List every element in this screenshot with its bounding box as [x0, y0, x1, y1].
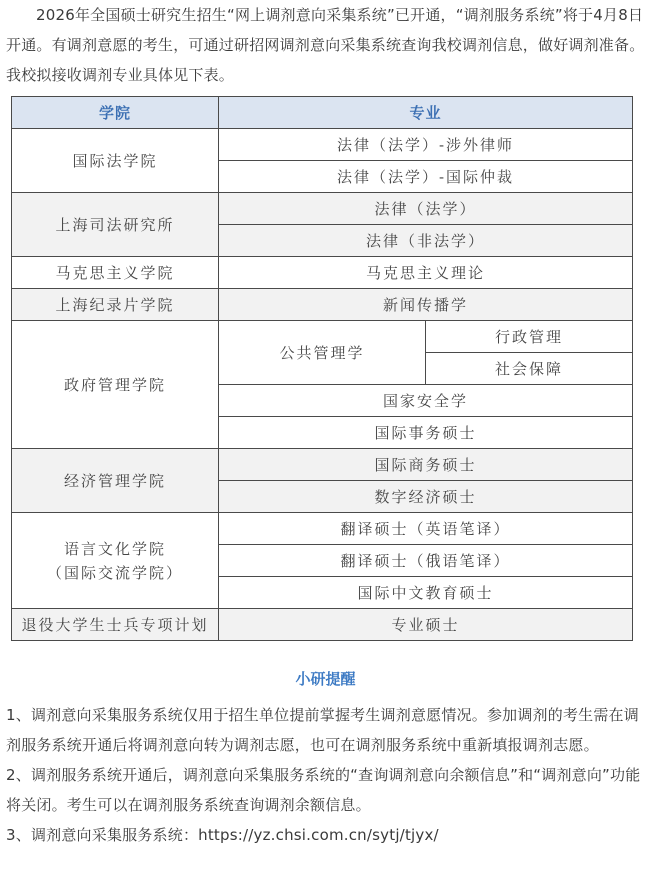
- college-cell: 退役大学生士兵专项计划: [12, 609, 219, 641]
- major-cell: 国际中文教育硕士: [219, 577, 633, 609]
- college-cell: 经济管理学院: [12, 449, 219, 513]
- major-cell: 法律（法学）-涉外律师: [219, 129, 633, 161]
- college-cell: [12, 513, 219, 609]
- major-cell: 法律（法学）: [219, 193, 633, 225]
- major-cell: 法律（非法学）: [219, 225, 633, 257]
- table-row: [12, 289, 633, 321]
- major-cell: 公共管理学: [219, 321, 426, 385]
- sub-major-cell: 社会保障: [426, 353, 633, 385]
- major-cell: 法律（法学）-国际仲裁: [219, 161, 633, 193]
- college-cell: 上海司法研究所: [12, 193, 219, 257]
- college-cell: 政府管理学院: [12, 321, 219, 449]
- note-item: 2、调剂服务系统开通后，调剂意向采集服务系统的“查询调剂意向余额信息”和“调剂意向”功能将关闭。考生可以在调剂服务系统查询调剂余额信息。: [6, 766, 641, 814]
- header-college: 学院: [12, 97, 219, 129]
- table-row: [12, 257, 633, 289]
- notes-title: 小研提醒: [295, 670, 356, 688]
- major-cell: 马克思主义理论: [219, 257, 633, 289]
- college-cell: 国际法学院: [12, 129, 219, 193]
- intro-paragraph: 2026年全国硕士研究生招生“网上调剂意向采集系统”已开通，“调剂服务系统”将于4月8日开通。有调剂意愿的考生，可通过研招网调剂意向采集系统查询我校调剂信息，做好调剂准备。我校拟接收调剂专业具体见下表。: [6, 6, 645, 84]
- table-row: [12, 449, 633, 481]
- table-row: [12, 609, 633, 641]
- table-row: [12, 321, 633, 353]
- major-cell: 翻译硕士（英语笔译）: [219, 513, 633, 545]
- college-cell: 上海纪录片学院: [12, 289, 219, 321]
- sub-major-cell: 行政管理: [426, 321, 633, 353]
- table-row: [12, 193, 633, 225]
- notes-list: [6, 700, 646, 850]
- note-item: 1、调剂意向采集服务系统仅用于招生单位提前掌握考生调剂意愿情况。参加调剂的考生需在调剂服务系统开通后将调剂意向转为调剂志愿，也可在调剂服务系统中重新填报调剂志愿。: [6, 706, 639, 754]
- college-alt-name: （国际交流学院）: [46, 563, 183, 582]
- table-row: [12, 129, 633, 161]
- major-cell: 国家安全学: [219, 385, 633, 417]
- table-row: [12, 513, 633, 545]
- major-cell: 数字经济硕士: [219, 481, 633, 513]
- major-cell: 翻译硕士（俄语笔译）: [219, 545, 633, 577]
- major-cell: 国际商务硕士: [219, 449, 633, 481]
- college-cell: 马克思主义学院: [12, 257, 219, 289]
- major-cell: 新闻传播学: [219, 289, 633, 321]
- note-item-link[interactable]: 3、调剂意向采集服务系统：https://yz.chsi.com.cn/sytj/tjyx/: [6, 826, 439, 844]
- major-cell: 专业硕士: [219, 609, 633, 641]
- major-table: [11, 96, 633, 641]
- header-major: 专业: [219, 97, 633, 129]
- college-name: 语言文化学院: [63, 539, 166, 558]
- table-header-row: [12, 97, 633, 129]
- major-cell: 国际事务硕士: [219, 417, 633, 449]
